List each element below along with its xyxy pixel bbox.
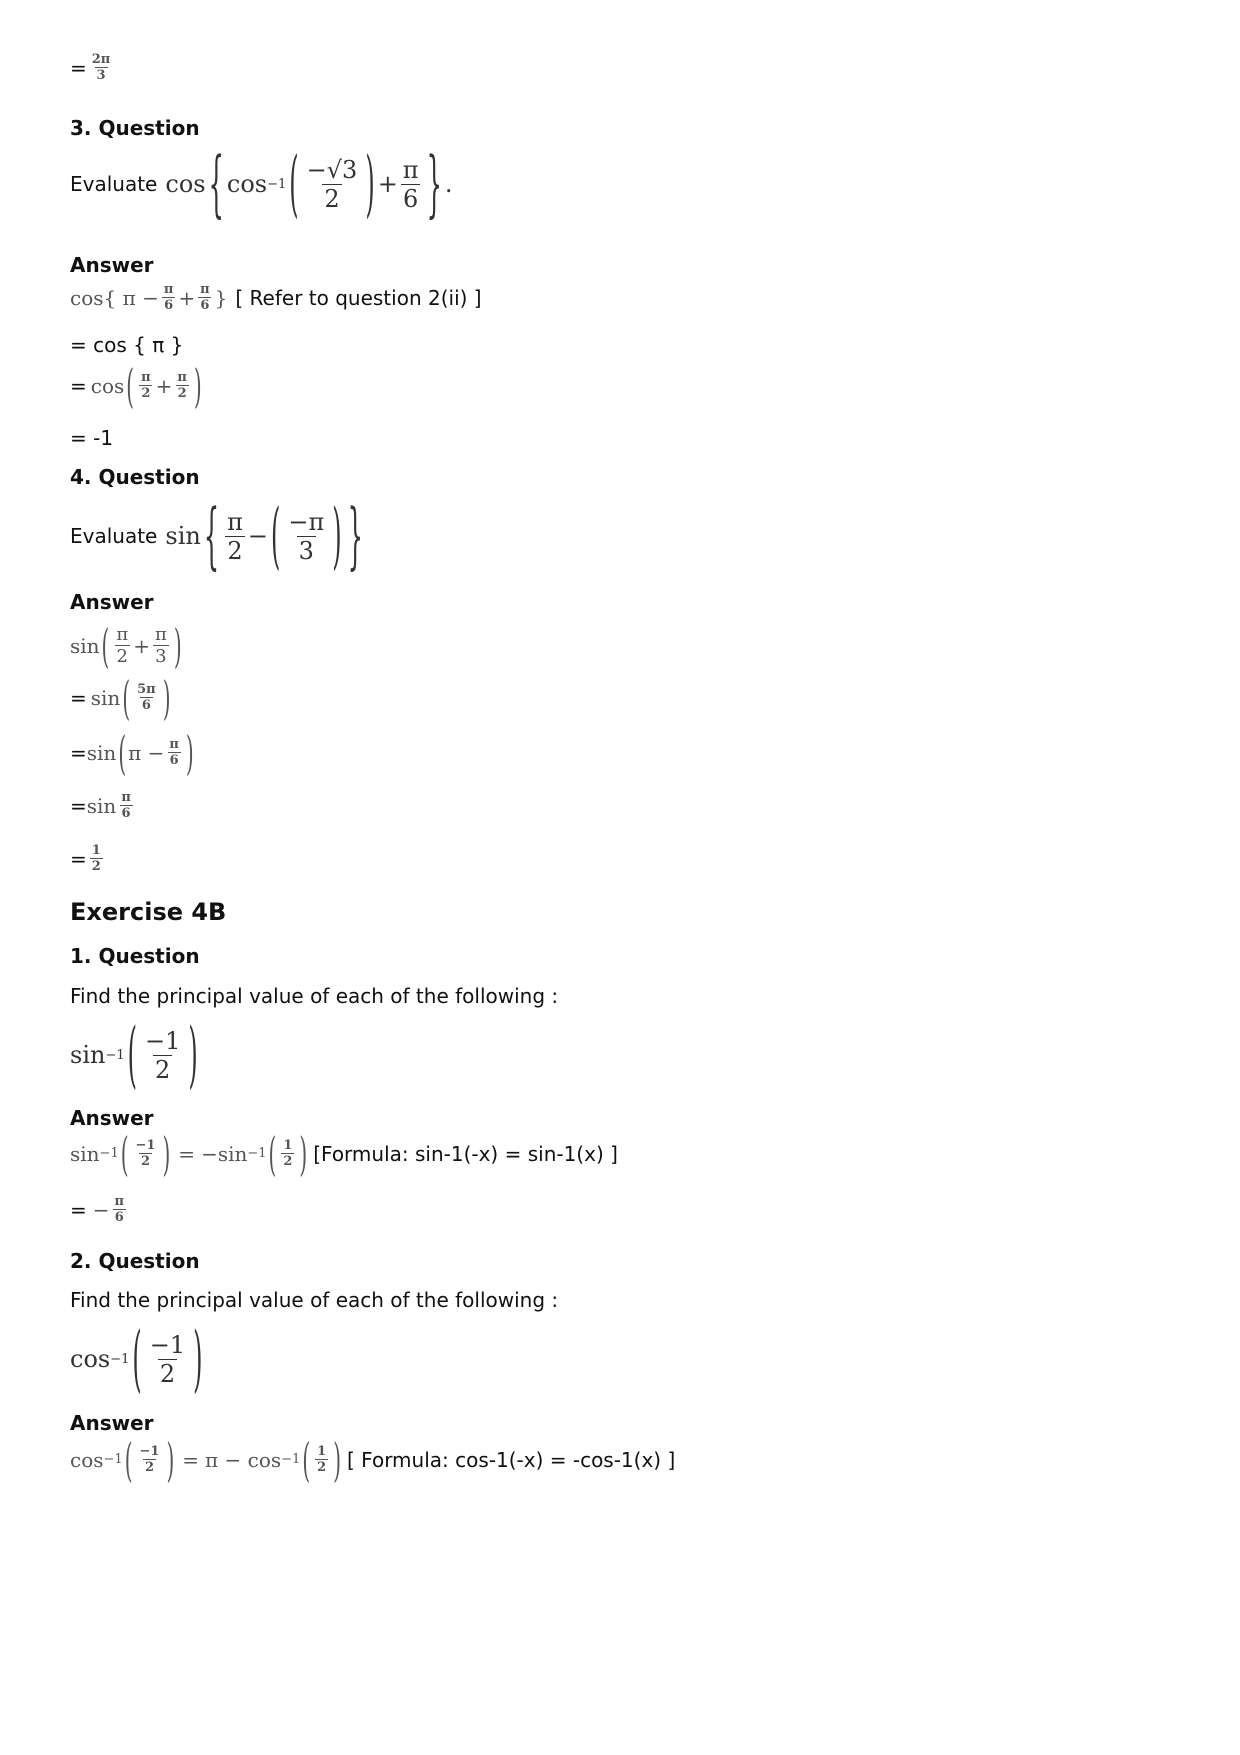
denominator: 6 [114,1210,124,1225]
paren-close: ) [162,1125,171,1182]
fraction-neg1-2 [148,1331,187,1388]
equals-sign: = [70,793,87,818]
denominator: 2 [317,1460,327,1475]
equals-sign: = [178,1141,196,1166]
prev-result [70,52,115,83]
b2-step-1 [70,1431,676,1488]
denominator: 2 [116,646,128,667]
inverse-exponent: −1 [281,1452,301,1467]
equals-sign: = [70,740,87,765]
q3-expression [165,142,453,226]
denominator: 6 [164,298,174,313]
paren-open: ( [124,1431,133,1488]
fraction-pi-6 [198,282,212,313]
cos-fn: cos [90,373,125,398]
brace-close: } [347,494,363,578]
paren-open: ( [122,669,131,726]
q3-statement [70,142,453,226]
inverse-exponent: −1 [247,1146,267,1161]
formula-note: [Formula: sin-1(-x) = sin-1(x) ] [313,1141,618,1166]
brace-close: } [426,142,442,226]
sin-fn: sin [70,1041,106,1069]
fraction-pi-6 [162,282,176,313]
denominator: 2 [227,536,243,565]
paren-open: ( [271,494,281,578]
b1-prompt: Find the principal value of each of the following : [70,984,559,1008]
paren-open: ( [289,142,299,226]
minus-sign: − [92,1197,110,1222]
denominator: 2 [91,859,101,874]
numerator: −1 [139,1444,160,1459]
sin-fn: sin [90,685,121,710]
fraction-pi-2 [225,508,245,565]
q3-answer-heading: Answer [70,253,154,277]
fraction-5pi-6 [135,682,158,713]
fraction-neg-sqrt3-2 [305,156,360,213]
b2-heading: 2. Question [70,1249,200,1273]
fraction-pi-6 [401,156,421,213]
numerator: π [141,370,151,385]
paren-open: ( [132,1317,142,1401]
numerator: π [177,370,187,385]
period: . [444,170,453,198]
paren-close: ) [332,494,342,578]
b1-expression [70,1013,201,1097]
denominator: 6 [141,698,151,713]
paren-close: ) [193,357,202,414]
numerator: −1 [145,1026,181,1055]
cos-fn: cos [165,170,206,198]
numerator: 1 [283,1138,293,1153]
fraction-pi-2 [114,624,130,667]
numerator: π [116,624,129,645]
brace-close: } [214,285,228,310]
equals-sign: = [70,1197,87,1222]
denominator: 6 [121,806,131,821]
fraction-neg-pi-3 [286,508,326,565]
evaluate-label: Evaluate [70,524,158,548]
b1-answer-heading: Answer [70,1106,154,1130]
q4-step-5 [70,843,106,874]
numerator: −π [288,507,325,536]
fraction-1-2 [281,1138,294,1169]
equals-sign: = [70,685,87,710]
numerator: π [121,790,131,805]
brace-open: { [208,142,224,226]
numerator: −1 [149,1330,186,1359]
numerator: 2π [91,52,111,67]
brace-open: { [203,494,220,578]
denominator: 6 [403,184,419,213]
plus-sign: + [377,170,398,198]
q3-step-3 [70,357,204,414]
fraction-2pi-3 [90,52,113,83]
sin-fn: sin [86,793,117,818]
q4-step-2 [70,669,173,726]
q3-step-1 [70,282,482,313]
fraction-1-2 [315,1444,328,1475]
numerator: 1 [91,843,101,858]
paren-close: ) [193,1317,203,1401]
paren-close: ) [166,1431,175,1488]
numerator: −√3 [306,155,358,184]
denominator: 3 [96,68,106,83]
denominator: 2 [283,1154,293,1169]
fraction-pi-6 [119,790,133,821]
cos-fn: cos [70,1447,104,1472]
q4-statement [70,494,366,578]
b2-prompt: Find the principal value of each of the following : [70,1288,559,1312]
fraction-pi-2 [139,370,153,401]
minus-sign: − [247,522,268,550]
q4-heading: 4. Question [70,465,200,489]
denominator: 2 [177,386,187,401]
plus-sign: + [155,373,173,398]
fraction-pi-3 [153,624,169,667]
equals-sign: = [70,846,87,871]
equals-sign: = [70,55,87,80]
sin-fn: sin [70,633,100,658]
denominator: 2 [140,1154,151,1169]
numerator: π [227,507,243,536]
paren-open: ( [126,357,135,414]
denominator: 2 [159,1359,176,1388]
sin-fn: sin [86,740,117,765]
numerator: π [163,282,174,297]
paren-close: ) [185,724,194,781]
pi-minus: π − [128,740,165,765]
numerator: π [114,1194,125,1209]
exercise-heading: Exercise 4B [70,898,227,926]
plus-sign: + [133,633,150,658]
paren-close: ) [365,142,375,226]
fraction-neg1-2 [143,1027,182,1084]
numerator: 5π [137,682,156,697]
sin-fn: sin [165,522,201,550]
cos-fn: cos [70,1345,111,1373]
b2-expression [70,1317,206,1401]
numerator: 1 [317,1444,327,1459]
b1-step-2 [70,1194,129,1225]
paren-close: ) [173,617,182,674]
paren-close: ) [299,1125,308,1182]
q4-step-3 [70,724,196,781]
fraction-neg1-2 [138,1444,162,1475]
inverse-exponent: −1 [267,176,287,192]
numerator: π [154,624,167,645]
paren-open: ( [127,1013,137,1097]
q4-expression [165,494,366,578]
denominator: 6 [169,753,179,768]
refer-note: [ Refer to question 2(ii) ] [235,285,482,310]
evaluate-label: Evaluate [70,172,158,196]
pi-minus-cos: π − cos [205,1447,282,1472]
paren-close: ) [162,669,171,726]
paren-open: ( [302,1431,311,1488]
denominator: 6 [200,298,210,313]
neg-sin-fn: −sin [201,1141,248,1166]
paren-open: ( [118,724,127,781]
paren-open: ( [120,1125,129,1182]
q4-step-1 [70,617,184,674]
cos-fn: cos [226,170,268,198]
inverse-exponent: −1 [99,1146,119,1161]
q3-step-4: = -1 [70,426,114,450]
paren-close: ) [333,1431,341,1488]
equals-sign: = [70,373,87,398]
numerator: −1 [135,1138,156,1153]
inverse-exponent: −1 [105,1047,125,1063]
paren-open: ( [101,617,110,674]
b1-step-1 [70,1125,618,1182]
b2-answer-heading: Answer [70,1411,154,1435]
q4-step-4 [70,790,136,821]
sin-fn: sin [70,1141,100,1166]
equals-sign: = [182,1447,200,1472]
denominator: 2 [324,184,340,213]
inverse-exponent: −1 [110,1351,130,1367]
plus-sign: + [178,285,196,310]
paren-close: ) [188,1013,198,1097]
numerator: π [402,155,419,184]
paren-open: ( [268,1125,277,1182]
denominator: 3 [298,536,314,565]
formula-note: [ Formula: cos-1(-x) = -cos-1(x) ] [347,1447,676,1472]
fraction-neg1-2 [134,1138,158,1169]
q4-answer-heading: Answer [70,590,154,614]
denominator: 3 [155,646,167,667]
numerator: π [200,282,210,297]
cos-pi-minus: cos{ π − [70,285,159,310]
fraction-1-2 [90,843,103,874]
inverse-exponent: −1 [103,1452,123,1467]
fraction-pi-6 [167,737,181,768]
numerator: π [169,737,179,752]
q3-step-2: = cos { π } [70,333,184,357]
denominator: 2 [144,1460,154,1475]
fraction-pi-6 [113,1194,127,1225]
denominator: 2 [155,1055,171,1084]
q3-heading: 3. Question [70,116,200,140]
denominator: 2 [141,386,151,401]
fraction-pi-2 [175,370,189,401]
b1-heading: 1. Question [70,944,200,968]
